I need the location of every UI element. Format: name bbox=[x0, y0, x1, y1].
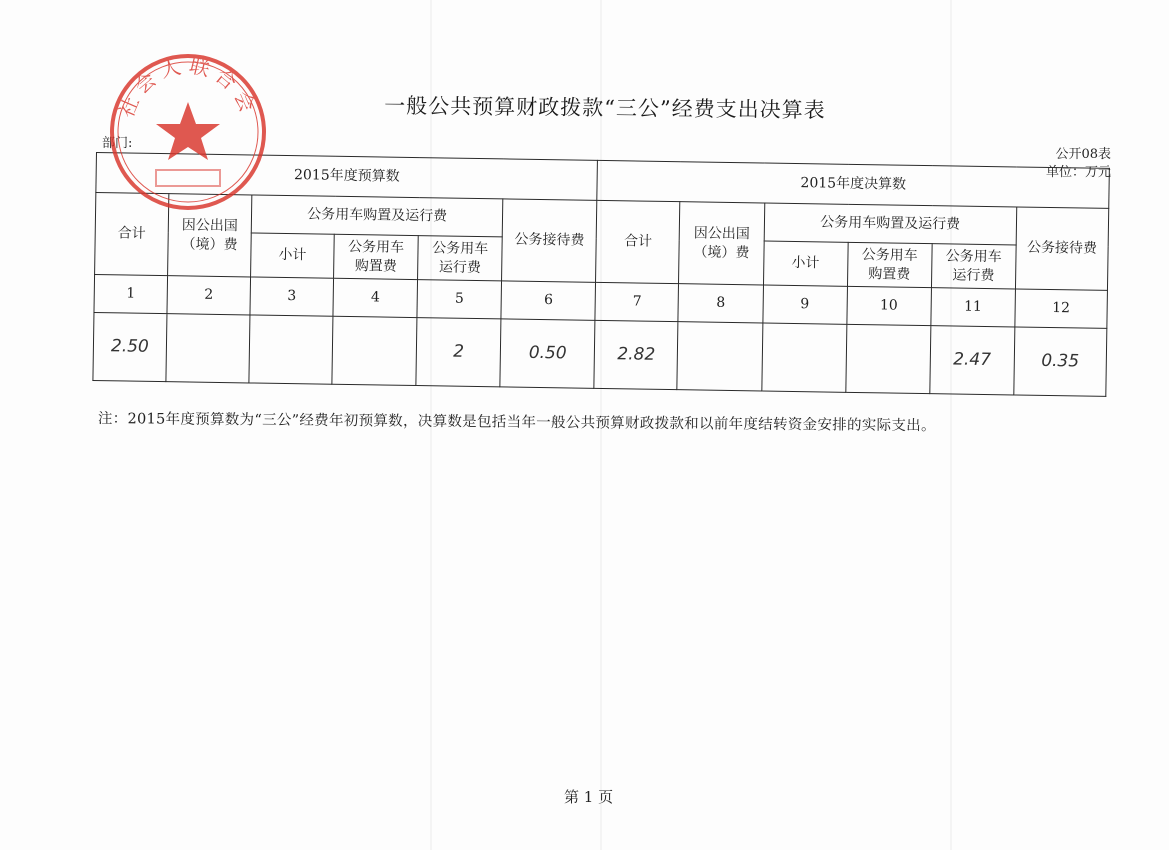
budget-abroad-header: 因公出国 （境）费 bbox=[167, 194, 251, 277]
budget-purchase-header: 公务用车 购置费 bbox=[334, 234, 419, 279]
value-cell: 0.50 bbox=[500, 319, 595, 388]
budget-subtotal-header: 小计 bbox=[251, 233, 335, 278]
final-group-header: 2015年度决算数 bbox=[597, 160, 1109, 208]
value-cell: 2.82 bbox=[594, 320, 678, 389]
page-title: 一般公共预算财政拨款“三公”经费支出决算表 bbox=[384, 93, 826, 123]
value-cell bbox=[845, 324, 930, 393]
column-number: 5 bbox=[417, 280, 502, 319]
final-purchase-header: 公务用车 购置费 bbox=[847, 242, 932, 287]
budget-reception-header: 公务接待费 bbox=[502, 199, 597, 282]
value-cell bbox=[677, 322, 762, 391]
column-number: 2 bbox=[167, 276, 251, 315]
value-cell bbox=[761, 323, 846, 392]
column-number: 11 bbox=[931, 288, 1016, 327]
value-cell: 2.50 bbox=[93, 312, 167, 381]
expenditure-table bbox=[92, 152, 1109, 396]
column-number: 7 bbox=[595, 282, 679, 321]
value-cell bbox=[249, 315, 333, 384]
final-vehicle-group-header: 公务用车购置及运行费 bbox=[764, 203, 1017, 245]
column-number: 8 bbox=[678, 284, 763, 323]
final-operation-header: 公务用车 运行费 bbox=[931, 244, 1016, 289]
column-number: 1 bbox=[94, 274, 168, 313]
column-number: 9 bbox=[762, 285, 847, 324]
final-total-header: 合计 bbox=[596, 200, 680, 283]
column-number: 3 bbox=[250, 277, 334, 316]
value-cell bbox=[332, 316, 417, 385]
budget-operation-header: 公务用车 运行费 bbox=[418, 236, 503, 281]
form-number: 公开08表 bbox=[1055, 147, 1111, 162]
final-abroad-header: 因公出国 （境）费 bbox=[679, 202, 764, 285]
final-reception-header: 公务接待费 bbox=[1015, 207, 1108, 290]
column-number: 12 bbox=[1015, 289, 1108, 328]
value-cell: 2.47 bbox=[930, 326, 1015, 395]
value-cell: 2 bbox=[416, 318, 501, 387]
page-number: 第 1 页 bbox=[564, 788, 614, 806]
column-number: 6 bbox=[501, 281, 596, 320]
column-number: 4 bbox=[333, 278, 418, 317]
footnote: 注：2015年度预算数为“三公”经费年初预算数，决算数是包括当年一般公共预算财政拨款和以前年度结转资金安排的实际支出。 bbox=[97, 410, 936, 435]
value-cell: 0.35 bbox=[1014, 327, 1107, 396]
budget-group-header: 2015年度预算数 bbox=[96, 153, 598, 201]
budget-vehicle-group-header: 公务用车购置及运行费 bbox=[251, 195, 503, 237]
unit-label: 单位：万元 bbox=[1045, 165, 1111, 180]
department-label: 部门: bbox=[102, 136, 133, 151]
svg-text:社会人联合会: 社会人联合会 bbox=[113, 53, 263, 121]
value-cell bbox=[166, 314, 250, 383]
budget-total-header: 合计 bbox=[95, 193, 169, 276]
final-subtotal-header: 小计 bbox=[763, 241, 848, 286]
column-number: 10 bbox=[847, 286, 932, 325]
